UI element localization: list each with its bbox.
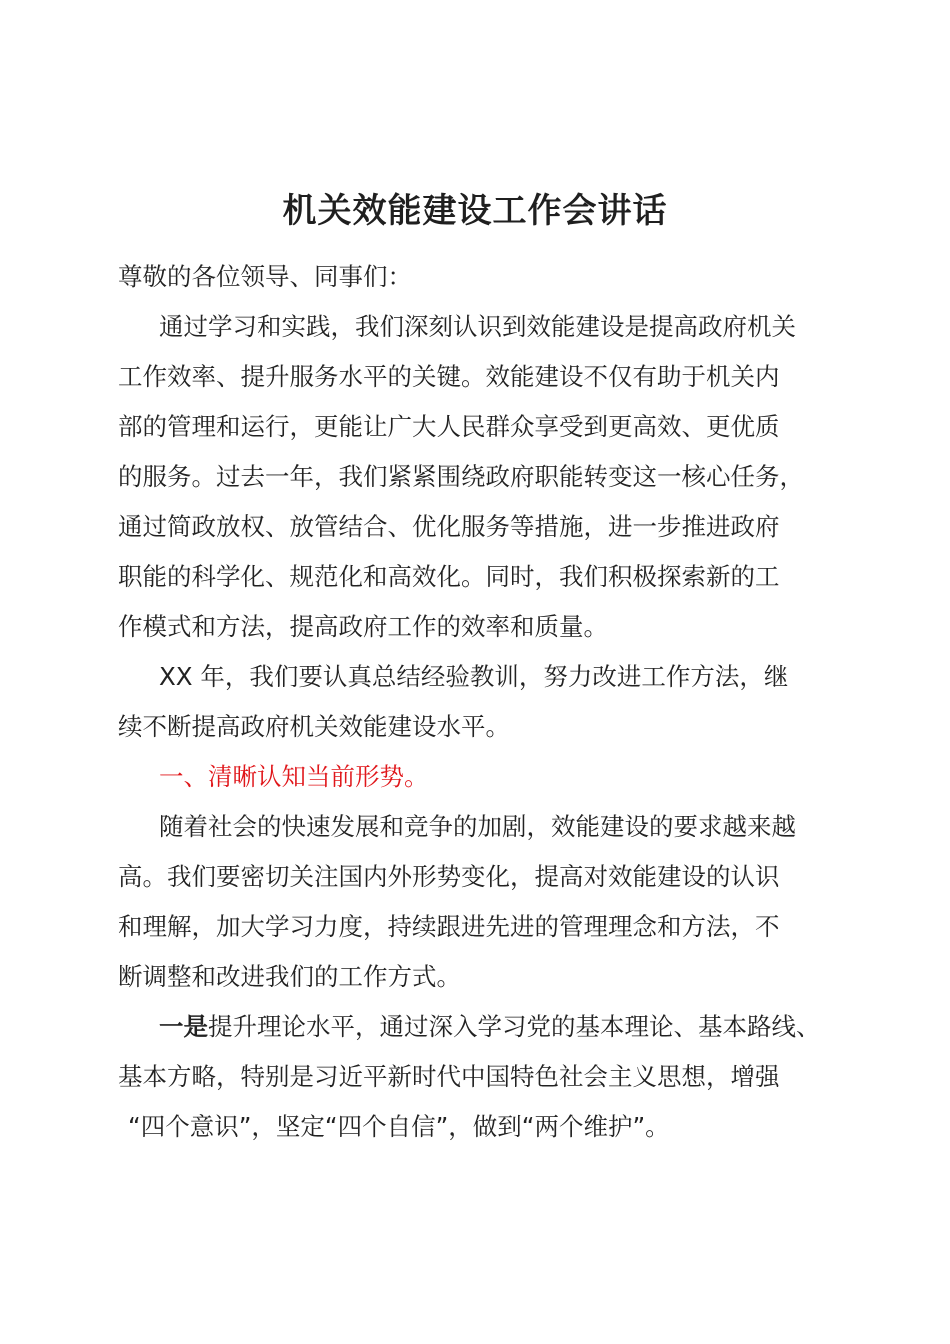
paragraph-line: XX 年，我们要认真总结经验教训，努力改进工作方法，继 [159, 662, 789, 691]
paragraph-line: 部的管理和运行，更能让广大人民群众享受到更高效、更优质 [118, 412, 780, 441]
paragraph-line: 高。我们要密切关注国内外形势变化，提高对效能建设的认识 [118, 862, 780, 891]
paragraph-line: 续不断提高政府机关效能建设水平。 [118, 712, 510, 741]
paragraph-line-text: 提升理论水平，通过深入学习党的基本理论、基本路线、 [208, 1012, 821, 1041]
paragraph-line: 作模式和方法，提高政府工作的效率和质量。 [118, 612, 608, 641]
paragraph-line: 的服务。过去一年，我们紧紧围绕政府职能转变这一核心任务， [118, 462, 804, 491]
paragraph-line: 基本方略，特别是习近平新时代中国特色社会主义思想，增强 [118, 1062, 780, 1091]
section-heading: 一、清晰认知当前形势。 [159, 762, 429, 791]
document-body [118, 252, 830, 1152]
paragraph-line: 断调整和改进我们的工作方式。 [118, 962, 461, 991]
paragraph-line: 随着社会的快速发展和竞争的加剧，效能建设的要求越来越 [159, 812, 796, 841]
paragraph-line: “四个意识”，坚定“四个自信”，做到“两个维护”。 [128, 1112, 670, 1141]
paragraph-line: 职能的科学化、规范化和高效化。同时，我们积极探索新的工 [118, 562, 780, 591]
paragraph-line: 通过学习和实践，我们深刻认识到效能建设是提高政府机关 [159, 312, 796, 341]
paragraph-line-with-lead [118, 1002, 830, 1052]
document-title: 机关效能建设工作会讲话 [282, 191, 668, 231]
bold-lead: 一是 [159, 1012, 208, 1041]
paragraph-line: 工作效率、提升服务水平的关键。效能建设不仅有助于机关内 [118, 362, 780, 391]
paragraph-line: 和理解，加大学习力度，持续跟进先进的管理理念和方法，不 [118, 912, 780, 941]
paragraph-line: 通过简政放权、放管结合、优化服务等措施，进一步推进政府 [118, 512, 780, 541]
salutation: 尊敬的各位领导、同事们： [118, 262, 412, 291]
